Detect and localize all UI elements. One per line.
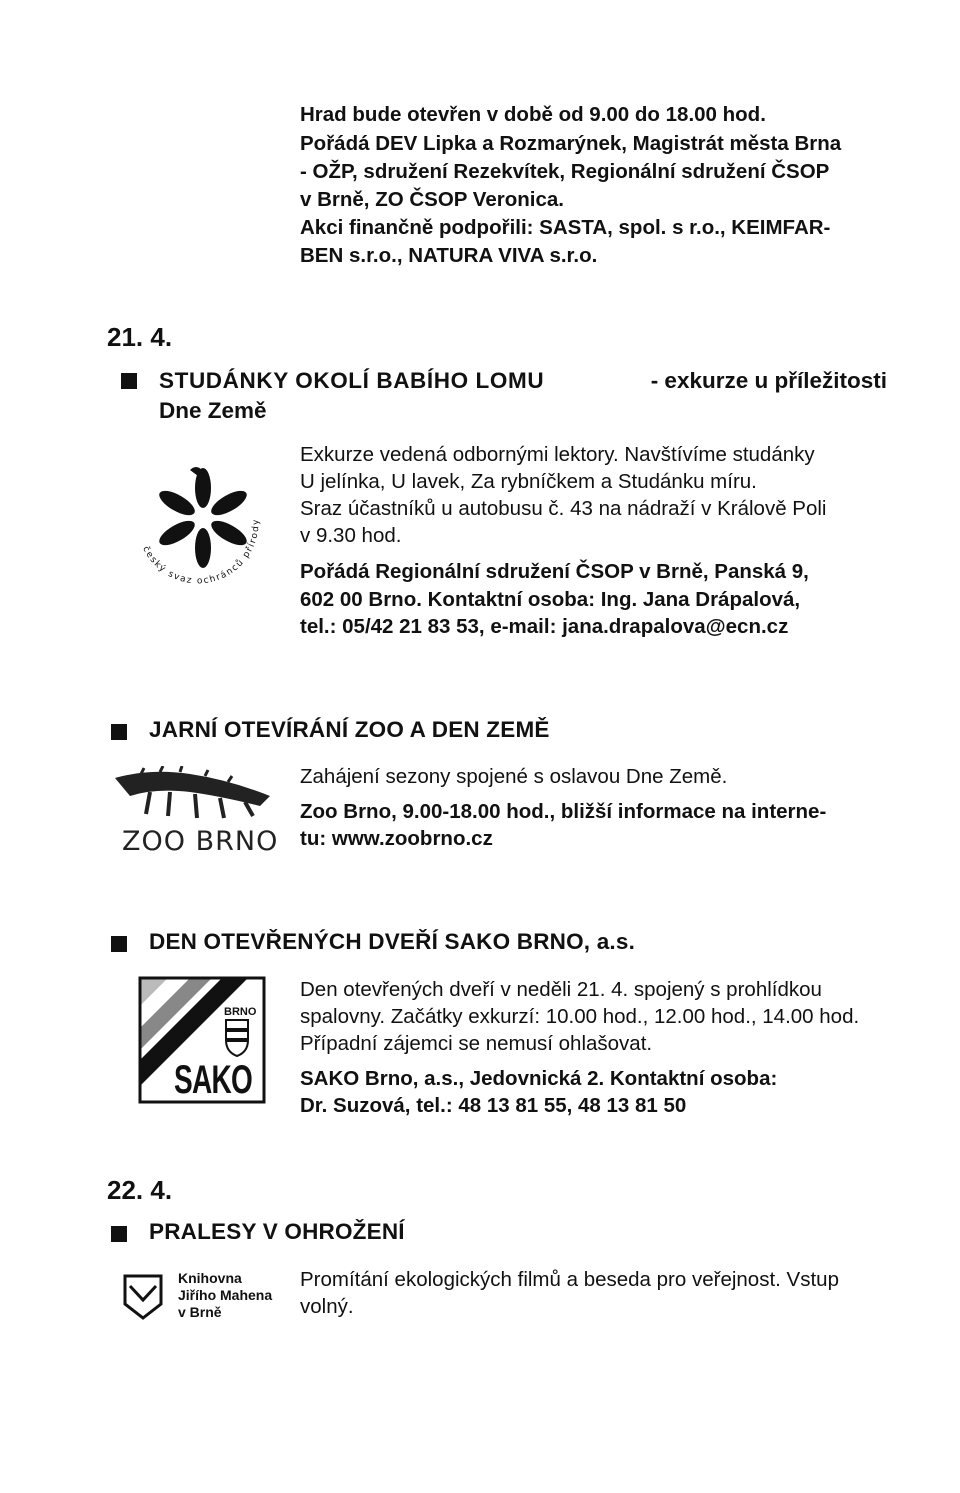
desc-line: U jelínka, U lavek, Za rybníčkem a Studánku míru.	[300, 470, 757, 493]
desc-line: volný.	[300, 1295, 354, 1318]
org-line: Pořádá Regionální sdružení ČSOP v Brně, Panská 9,	[300, 560, 809, 583]
desc-text: Promítání ekologických filmů a beseda pro veřejnost. Vstup	[300, 1268, 839, 1291]
zoo-logo	[110, 766, 280, 866]
info-line: tu: www.zoobrno.cz	[300, 827, 493, 850]
date-heading: 21. 4.	[107, 322, 173, 352]
intro-line: Akci finančně podpořili: SASTA, spol. s r.o., KEIMFAR-	[300, 216, 831, 239]
bullet-square	[111, 1226, 127, 1242]
intro-line: Pořádá DEV Lipka a Rozmarýnek, Magistrát města Brna	[300, 132, 842, 155]
bullet-square	[121, 373, 137, 389]
intro-line: v Brně, ZO ČSOP Veronica.	[300, 188, 564, 211]
event-title: PRALESY V OHROŽENÍ	[149, 1219, 405, 1244]
event-title: DEN OTEVŘENÝCH DVEŘÍ SAKO BRNO, a.s.	[149, 929, 636, 954]
org-line: 602 00 Brno. Kontaktní osoba: Ing. Jana Drápalová,	[300, 588, 801, 611]
desc-line: Sraz účastníků u autobusu č. 43 na nádraží v Králově Poli	[300, 497, 827, 520]
sako-logo-top: BRNO	[224, 1006, 257, 1018]
desc-line: Zahájení sezony spojené s oslavou Dne Země.	[300, 765, 728, 788]
event-title-line2: Dne Země	[159, 398, 267, 423]
logo-line: Jiřího Mahena	[178, 1287, 273, 1303]
csop-logo-text: český svaz ochránců přírody	[140, 518, 262, 585]
desc-line	[300, 441, 887, 468]
logo-line: v Brně	[178, 1304, 222, 1320]
intro-line: Hrad bude otevřen v době od 9.00 do 18.00 hod.	[300, 103, 766, 126]
sako-logo	[138, 976, 266, 1104]
desc-line	[300, 976, 887, 1003]
knihovna-logo	[122, 1270, 282, 1325]
bullet-square	[111, 936, 127, 952]
event-title-caps: STUDÁNKY OKOLÍ BABÍHO LOMU	[159, 368, 545, 393]
org-line: tel.: 05/42 21 83 53, e-mail: jana.drapalova@ecn.cz	[300, 615, 789, 638]
zoo-logo-text: ZOO BRNO	[122, 826, 279, 857]
intro-line: BEN s.r.o., NATURA VIVA s.r.o.	[300, 244, 598, 267]
knihovna-logo-text	[178, 1270, 272, 1321]
contact-line: Dr. Suzová, tel.: 48 13 81 55, 48 13 81 50	[300, 1094, 687, 1117]
desc-text: Den otevřených dveří v neděli 21. 4. spojený s prohlídkou	[300, 978, 822, 1001]
sako-logo-main: SAKO	[174, 1058, 253, 1102]
event-title	[159, 366, 887, 426]
event-title-rest: - exkurze u příležitosti	[650, 368, 887, 393]
contact-line: SAKO Brno, a.s., Jedovnická 2. Kontaktní osoba:	[300, 1067, 778, 1090]
intro-line: - OŽP, sdružení Rezekvítek, Regionální sdružení ČSOP	[300, 160, 830, 183]
logo-line: Knihovna	[178, 1270, 242, 1286]
event-title: JARNÍ OTEVÍRÁNÍ ZOO A DEN ZEMĚ	[149, 717, 550, 742]
bullet-square	[111, 724, 127, 740]
desc-line: spalovny. Začátky exkurzí: 10.00 hod., 12.00 hod., 14.00 hod.	[300, 1005, 860, 1028]
desc-line: v 9.30 hod.	[300, 524, 402, 547]
info-line: Zoo Brno, 9.00-18.00 hod., bližší informace na interne-	[300, 800, 827, 823]
csop-logo	[135, 460, 265, 585]
date-heading: 22. 4.	[107, 1175, 173, 1205]
desc-text: Exkurze vedená odbornými lektory. Navštívíme studánky	[300, 443, 815, 466]
desc-line: Případní zájemci se nemusí ohlašovat.	[300, 1032, 653, 1055]
desc-line	[300, 1266, 887, 1293]
